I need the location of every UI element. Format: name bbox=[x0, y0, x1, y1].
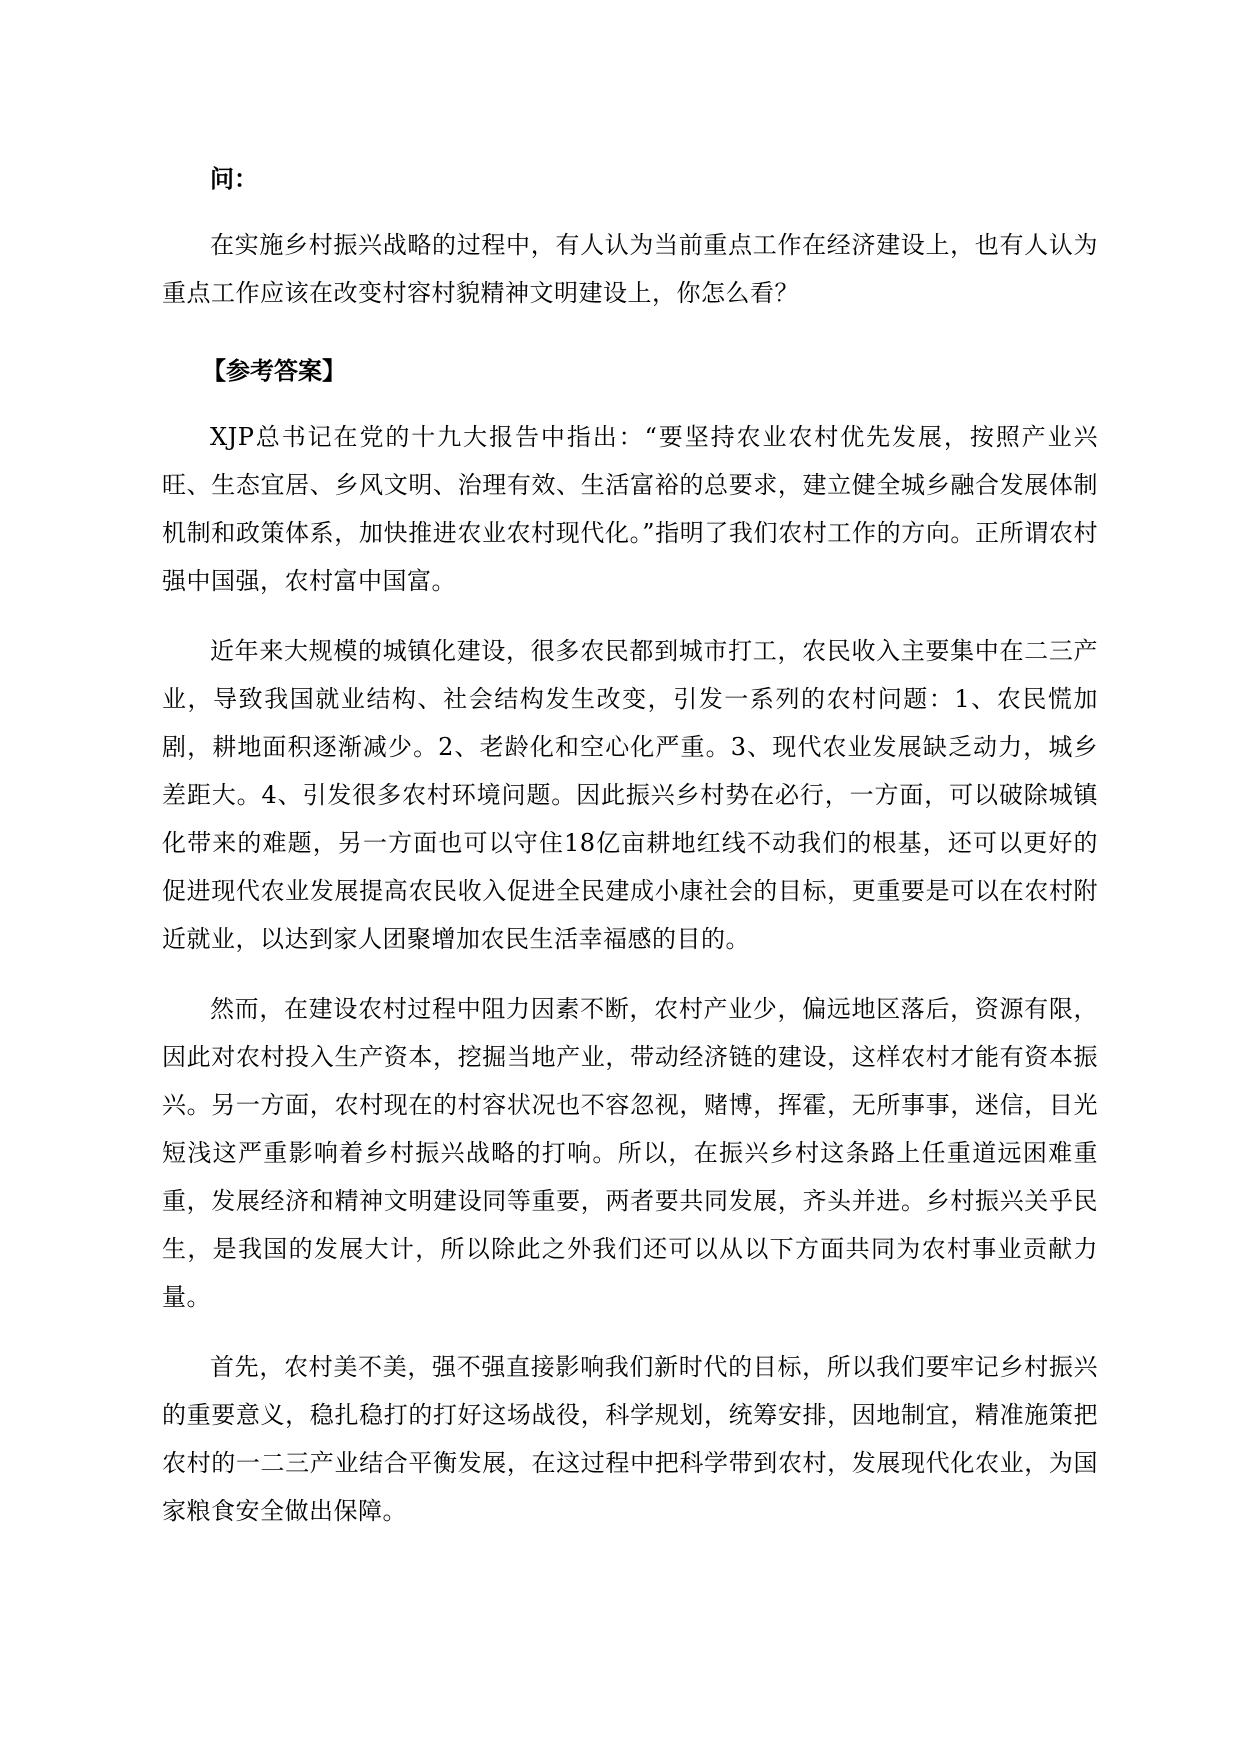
answer-label: 【参考答案】 bbox=[202, 357, 346, 385]
question-label: 问： bbox=[210, 165, 258, 193]
answer-paragraph-2: 近年来大规模的城镇化建设，很多农民都到城市打工，农民收入主要集中在二三产业，导致我国就业结构、社会结构发生改变，引发一系列的农村问题：1、农民慌加剧，耕地面积逐渐减少。2、老龄化和空心化严重。3、现代农业发展缺乏动力，城乡差距大。4、引发很多农村环境问题。因此振兴乡村势在必行，一方面，可以破除城镇化带来的难题，另一方面也可以守住18亿亩耕地红线不动我们的根基，还可以更好的促进现代农业发展提高农民收入促进全民建成小康社会的目标，更重要是可以在农村附近就业，以达到家人团聚增加农民生活幸福感的目的。 bbox=[162, 637, 1098, 953]
question-text: 在实施乡村振兴战略的过程中，有人认为当前重点工作在经济建设上，也有人认为重点工作应该在改变村容村貌精神文明建设上，你怎么看？ bbox=[162, 231, 1098, 307]
document-body bbox=[162, 155, 1098, 1535]
answer-paragraph-4: 首先，农村美不美，强不强直接影响我们新时代的目标，所以我们要牢记乡村振兴的重要意义，稳扎稳打的打好这场战役，科学规划，统筹安排，因地制宜，精准施策把农村的一二三产业结合平衡发展，在这过程中把科学带到农村，发展现代化农业，为国家粮食安全做出保障。 bbox=[162, 1353, 1098, 1525]
answer-paragraph-3: 然而，在建设农村过程中阻力因素不断，农村产业少，偏远地区落后，资源有限，因此对农村投入生产资本，挖掘当地产业，带动经济链的建设，这样农村才能有资本振兴。另一方面，农村现在的村容状况也不容忽视，赌博，挥霍，无所事事，迷信，目光短浅这严重影响着乡村振兴战略的打响。所以，在振兴乡村这条路上任重道远困难重重，发展经济和精神文明建设同等重要，两者要共同发展，齐头并进。乡村振兴关乎民生，是我国的发展大计，所以除此之外我们还可以从以下方面共同为农村事业贡献力量。 bbox=[162, 995, 1098, 1311]
answer-paragraph-1: XJP总书记在党的十九大报告中指出：“要坚持农业农村优先发展，按照产业兴旺、生态宜居、乡风文明、治理有效、生活富裕的总要求，建立健全城乡融合发展体制机制和政策体系，加快推进农业农村现代化。”指明了我们农村工作的方向。正所谓农村强中国强，农村富中国富。 bbox=[162, 423, 1098, 595]
